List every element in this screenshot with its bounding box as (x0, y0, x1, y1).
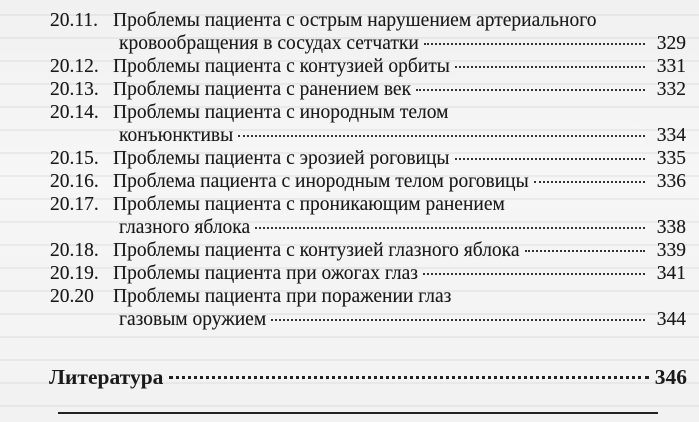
entry-title: Проблемы пациента с эрозией роговицы (113, 148, 450, 169)
entry-title-continued: конъюнктивы (119, 125, 234, 146)
entry-page-number: 344 (656, 309, 686, 330)
table-of-contents (50, 9, 686, 331)
entry-title: Проблемы пациента с острым нарушением артериального (113, 10, 597, 31)
entry-number: 20.13. (50, 79, 99, 100)
entry-title: Проблемы пациента с инородным телом (113, 102, 449, 123)
toc-entry-20-13 (50, 78, 686, 101)
toc-entry-20-15 (50, 147, 686, 170)
toc-entry-20-14 (50, 101, 686, 147)
entry-page-number: 341 (656, 263, 686, 284)
entry-title-continued: глазного яблока (119, 217, 251, 238)
entry-title-continued: газовым оружием (119, 309, 267, 330)
entry-page-number: 335 (656, 148, 686, 169)
dot-leader (424, 43, 645, 45)
entry-number: 20.16. (50, 171, 99, 192)
entry-title: Проблемы пациента с проникающим ранением (113, 194, 505, 215)
entry-title: Проблемы пациента с контузией орбиты (113, 56, 450, 77)
literature-page-number: 346 (654, 365, 687, 389)
toc-entry-20-16 (50, 170, 686, 193)
entry-number: 20.15. (50, 148, 99, 169)
dot-leader (271, 319, 645, 321)
entry-page-number: 338 (656, 217, 686, 238)
toc-entry-20-19 (50, 262, 686, 285)
bleed-line (0, 405, 699, 407)
bottom-rule (58, 412, 658, 414)
dot-leader (255, 227, 645, 229)
bleed-line (0, 336, 699, 338)
dot-leader (534, 181, 645, 183)
dot-leader (525, 250, 645, 252)
entry-page-number: 332 (656, 79, 686, 100)
literature-label: Литература (49, 365, 164, 389)
entry-number: 20.12. (50, 56, 99, 77)
entry-number: 20.17. (50, 194, 99, 215)
toc-entry-20-20 (50, 285, 686, 331)
dot-leader (455, 66, 645, 68)
entry-title: Проблемы пациента с контузией глазного яблока (113, 240, 520, 261)
toc-entry-20-12 (50, 55, 686, 78)
dot-leader (423, 273, 645, 275)
entry-page-number: 329 (656, 33, 686, 54)
toc-entry-20-17 (50, 193, 686, 239)
entry-number: 20.18. (50, 240, 99, 261)
entry-title: Проблемы пациента с ранением век (113, 79, 412, 100)
toc-entry-20-11 (50, 9, 686, 55)
entry-page-number: 339 (656, 240, 686, 261)
entry-page-number: 336 (656, 171, 686, 192)
entry-title-continued: кровообращения в сосудах сетчатки (119, 33, 419, 54)
toc-entry-20-18 (50, 239, 686, 262)
dot-leader (455, 158, 645, 160)
entry-number: 20.11. (50, 10, 99, 31)
dot-leader (416, 89, 645, 91)
dot-leader (169, 376, 648, 379)
entry-title: Проблема пациента с инородным телом роговицы (113, 171, 529, 192)
entry-title: Проблемы пациента при ожогах глаз (113, 263, 418, 284)
entry-number: 20.14. (50, 102, 99, 123)
toc-entry-literature (49, 365, 687, 390)
bleed-line (0, 359, 699, 361)
entry-title: Проблемы пациента при поражении глаз (113, 286, 452, 307)
entry-page-number: 331 (656, 56, 686, 77)
entry-number: 20.20 (50, 286, 94, 307)
entry-page-number: 334 (656, 125, 686, 146)
dot-leader (238, 135, 645, 137)
entry-number: 20.19. (50, 263, 99, 284)
